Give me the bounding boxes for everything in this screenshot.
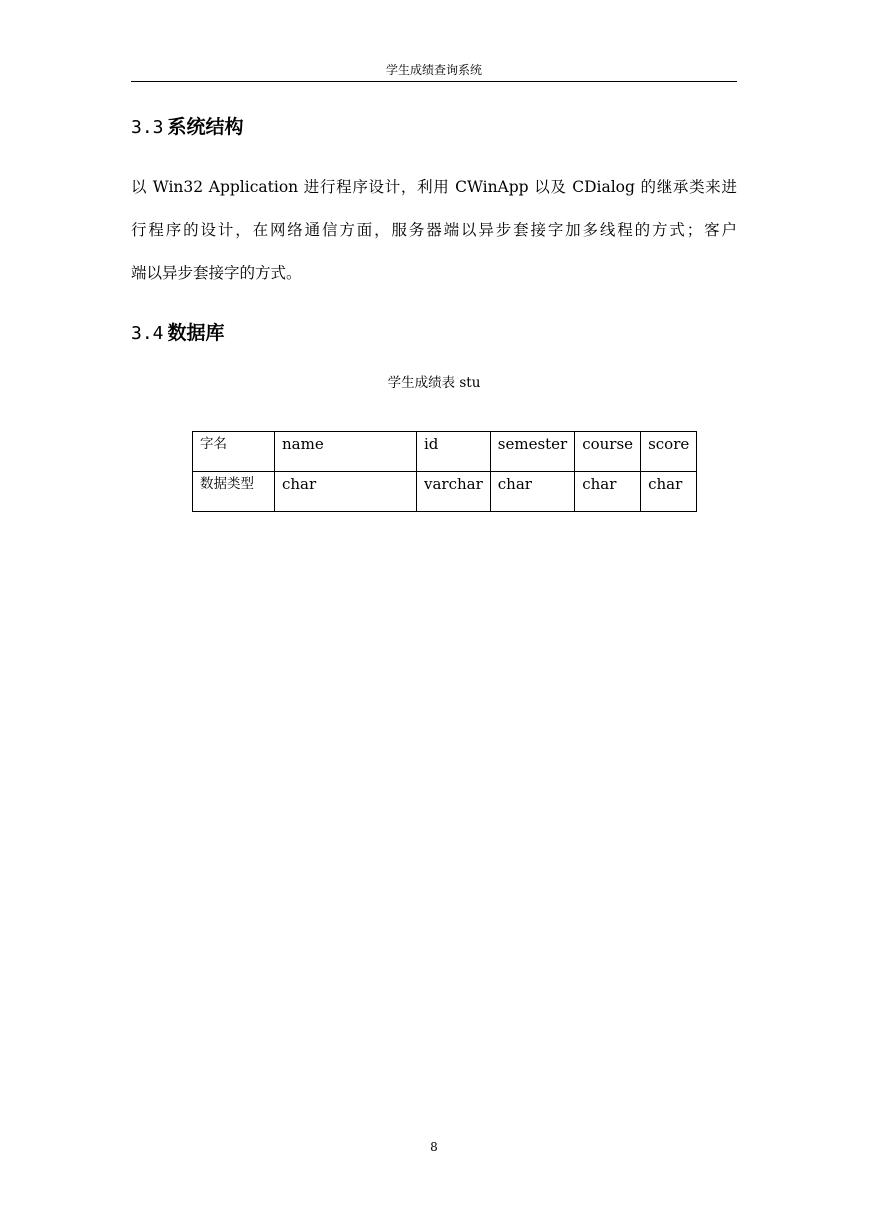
page-number: 8 bbox=[430, 1140, 438, 1154]
table-cell: score bbox=[641, 432, 697, 472]
table-caption: 学生成绩表 stu bbox=[387, 375, 481, 391]
table-cell: char bbox=[575, 472, 641, 512]
section-title: 数据库 bbox=[167, 322, 225, 344]
paragraph-line: 端以异步套接字的方式。 bbox=[131, 264, 302, 282]
section-number: 3.3 bbox=[131, 117, 164, 138]
table-cell: char bbox=[275, 472, 417, 512]
table-cell: char bbox=[641, 472, 697, 512]
table-cell: varchar bbox=[417, 472, 491, 512]
table-cell: semester bbox=[490, 432, 574, 472]
section-title: 系统结构 bbox=[167, 116, 244, 138]
table-cell: 字名 bbox=[193, 432, 275, 472]
section-heading-3-3 bbox=[131, 115, 244, 140]
table-cell: course bbox=[575, 432, 641, 472]
section-heading-3-4 bbox=[131, 321, 225, 346]
table-cell: id bbox=[417, 432, 491, 472]
table-row bbox=[193, 472, 697, 512]
table-row bbox=[193, 432, 697, 472]
table-cell: 数据类型 bbox=[193, 472, 275, 512]
paragraph-line: 行程序的设计，在网络通信方面，服务器端以异步套接字加多线程的方式；客户 bbox=[131, 221, 737, 239]
table-cell: char bbox=[490, 472, 574, 512]
section-number: 3.4 bbox=[131, 323, 164, 344]
table-cell: name bbox=[275, 432, 417, 472]
header-rule bbox=[131, 81, 737, 82]
paragraph-line: 以 Win32 Application 进行程序设计，利用 CWinApp 以及 CDialog 的继承类来进 bbox=[131, 178, 737, 196]
database-table bbox=[192, 431, 697, 512]
running-header: 学生成绩查询系统 bbox=[385, 63, 482, 77]
